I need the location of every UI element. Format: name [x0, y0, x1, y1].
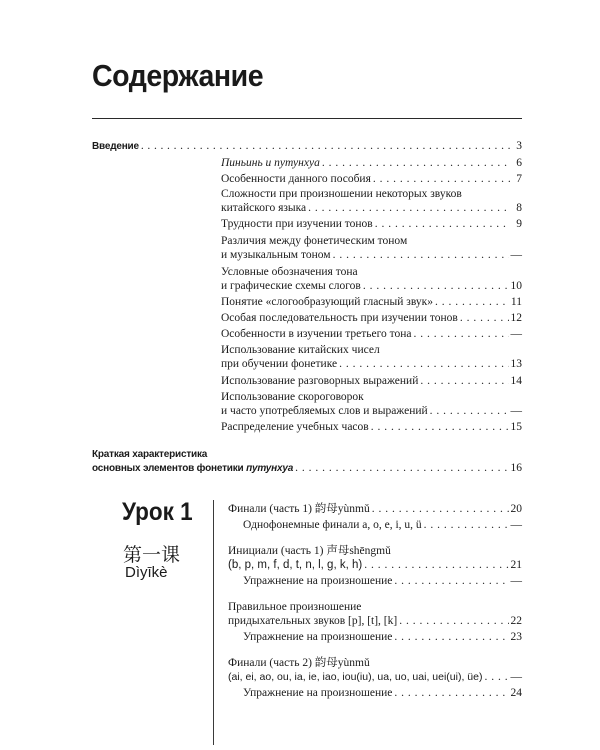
lesson-title: Урок 1 [122, 498, 193, 526]
leader-dots [394, 687, 508, 700]
leader-dots [414, 328, 509, 341]
toc-entry-intro[interactable] [92, 140, 522, 153]
leader-dots [373, 173, 510, 186]
toc-entry-label: Особая последовательность при изучении тонов [221, 312, 458, 324]
page-number: 22 [510, 615, 522, 627]
toc-entry-label: и часто употребляемых слов и выражений [221, 405, 428, 417]
toc-entry[interactable] [221, 358, 522, 371]
toc-entry[interactable] [228, 615, 522, 628]
lesson-divider [213, 500, 214, 745]
leader-dots [394, 631, 508, 644]
toc-entry-label-line1: Условные обозначения тона [221, 266, 358, 278]
leader-dots [394, 575, 508, 588]
page-number: 7 [516, 173, 522, 185]
page-number: 14 [510, 375, 522, 387]
toc-entry[interactable] [221, 405, 522, 418]
leader-dots [372, 503, 509, 516]
page-number: — [510, 671, 522, 683]
page-number: 13 [510, 358, 522, 370]
toc-entry-label: Особенности данного пособия [221, 173, 371, 185]
page-number: 10 [510, 280, 522, 292]
page-number: 3 [516, 140, 522, 152]
toc-entry[interactable] [221, 173, 522, 186]
toc-entry[interactable] [221, 296, 522, 309]
leader-dots [141, 140, 510, 153]
leader-dots [333, 249, 509, 262]
toc-entry-label: Упражнение на произношение [243, 631, 393, 643]
page-number: — [510, 575, 522, 587]
toc-entry-label: Использование разговорных выражений [221, 375, 419, 387]
toc-entry[interactable] [221, 328, 522, 341]
leader-dots [322, 157, 510, 170]
toc-entry-label: Понятие «слогообразующий гласный звук» [221, 296, 433, 308]
toc-entry[interactable] [243, 519, 522, 532]
leader-dots [339, 358, 508, 371]
leader-dots [399, 615, 508, 628]
toc-entry-label-line1: Правильное произношение [228, 601, 362, 613]
toc-entry[interactable] [243, 631, 522, 644]
toc-entry-label: Однофонемные финали a, o, e, i, u, ü [243, 519, 422, 531]
toc-entry[interactable] [221, 421, 522, 434]
page-title: Содержание [92, 58, 264, 93]
leader-dots [424, 519, 509, 532]
toc-entry-label: Упражнение на произношение [243, 687, 393, 699]
lesson-hanzi: 第一课 [123, 544, 181, 566]
toc-entry-label: Упражнение на произношение [243, 575, 393, 587]
page-number: 12 [510, 312, 522, 324]
toc-entry-label: Распределение учебных часов [221, 421, 369, 433]
toc-entry-label-line1: Финали (часть 2) 韵母yùnmǔ [228, 657, 370, 669]
page-number: 6 [516, 157, 522, 169]
leader-dots [364, 559, 508, 572]
toc-entry-label: (ai, ei, ao, ou, ia, ie, iao, iou(iu), ua, uo, uai, uei(ui), üe) [228, 671, 483, 683]
toc-entry[interactable] [228, 671, 522, 684]
page-number: — [510, 328, 522, 340]
toc-entry[interactable] [221, 375, 522, 388]
leader-dots [363, 280, 509, 293]
toc-entry-label: придыхательных звуков [p], [t], [k] [228, 615, 398, 627]
toc-entry[interactable] [228, 503, 522, 516]
toc-entry[interactable] [221, 202, 522, 215]
page-number: 9 [516, 218, 522, 230]
toc-entry-label-line1: Использование скороговорок [221, 391, 364, 403]
toc-entry-label: и графические схемы слогов [221, 280, 361, 292]
toc-entry[interactable] [243, 687, 522, 700]
toc-entry-label: и музыкальным тоном [221, 249, 331, 261]
toc-entry-label-line1: Инициали (часть 1) 声母shēngmǔ [228, 545, 391, 557]
leader-dots [460, 312, 509, 325]
toc-entry-label: Особенности в изучении третьего тона [221, 328, 412, 340]
toc-entry-label: Трудности при изучении тонов [221, 218, 373, 230]
toc-entry-phonetics[interactable] [92, 462, 522, 475]
toc-entry[interactable] [243, 575, 522, 588]
lesson-pinyin: Dìyīkè [125, 564, 168, 581]
toc-entry[interactable] [221, 218, 522, 231]
toc-entry-label: Пиньинь и путунхуа [221, 157, 320, 169]
page-number: 21 [510, 559, 522, 571]
page-number: — [510, 519, 522, 531]
toc-entry[interactable] [221, 249, 522, 262]
toc-entry-label-line1: Использование китайских чисел [221, 344, 380, 356]
page-number: 11 [510, 296, 522, 308]
toc-entry-label: Финали (часть 1) 韵母yùnmǔ [228, 503, 370, 515]
toc-entry-label: основных элементов фонетики путунхуа [92, 463, 294, 474]
page-number: — [510, 249, 522, 261]
leader-dots [435, 296, 509, 309]
toc-entry-label: Введение [92, 141, 139, 152]
leader-dots [308, 202, 510, 215]
toc-entry[interactable] [221, 280, 522, 293]
leader-dots [420, 375, 508, 388]
page-number: 24 [510, 687, 522, 699]
toc-entry-label: китайского языка [221, 202, 307, 214]
leader-dots [430, 405, 509, 418]
toc-entry[interactable] [221, 157, 522, 170]
leader-dots [295, 462, 508, 475]
page-number: 15 [510, 421, 522, 433]
page-number: 16 [510, 462, 522, 474]
toc-section-label-line1: Краткая характеристика [92, 449, 208, 460]
leader-dots [484, 671, 508, 684]
toc-entry-label: при обучении фонетике [221, 358, 338, 370]
leader-dots [371, 421, 509, 434]
title-rule [92, 118, 522, 119]
toc-entry[interactable] [228, 559, 522, 572]
toc-entry-label: (b, p, m, f, d, t, n, l, g, k, h) [228, 559, 363, 571]
toc-entry-label-line1: Сложности при произношении некоторых звуков [221, 188, 462, 200]
toc-entry-label-line1: Различия между фонетическим тоном [221, 235, 408, 247]
leader-dots [375, 218, 510, 231]
toc-entry[interactable] [221, 312, 522, 325]
page-number: 8 [516, 202, 522, 214]
page-number: 23 [510, 631, 522, 643]
page-number: 20 [510, 503, 522, 515]
page-number: — [510, 405, 522, 417]
